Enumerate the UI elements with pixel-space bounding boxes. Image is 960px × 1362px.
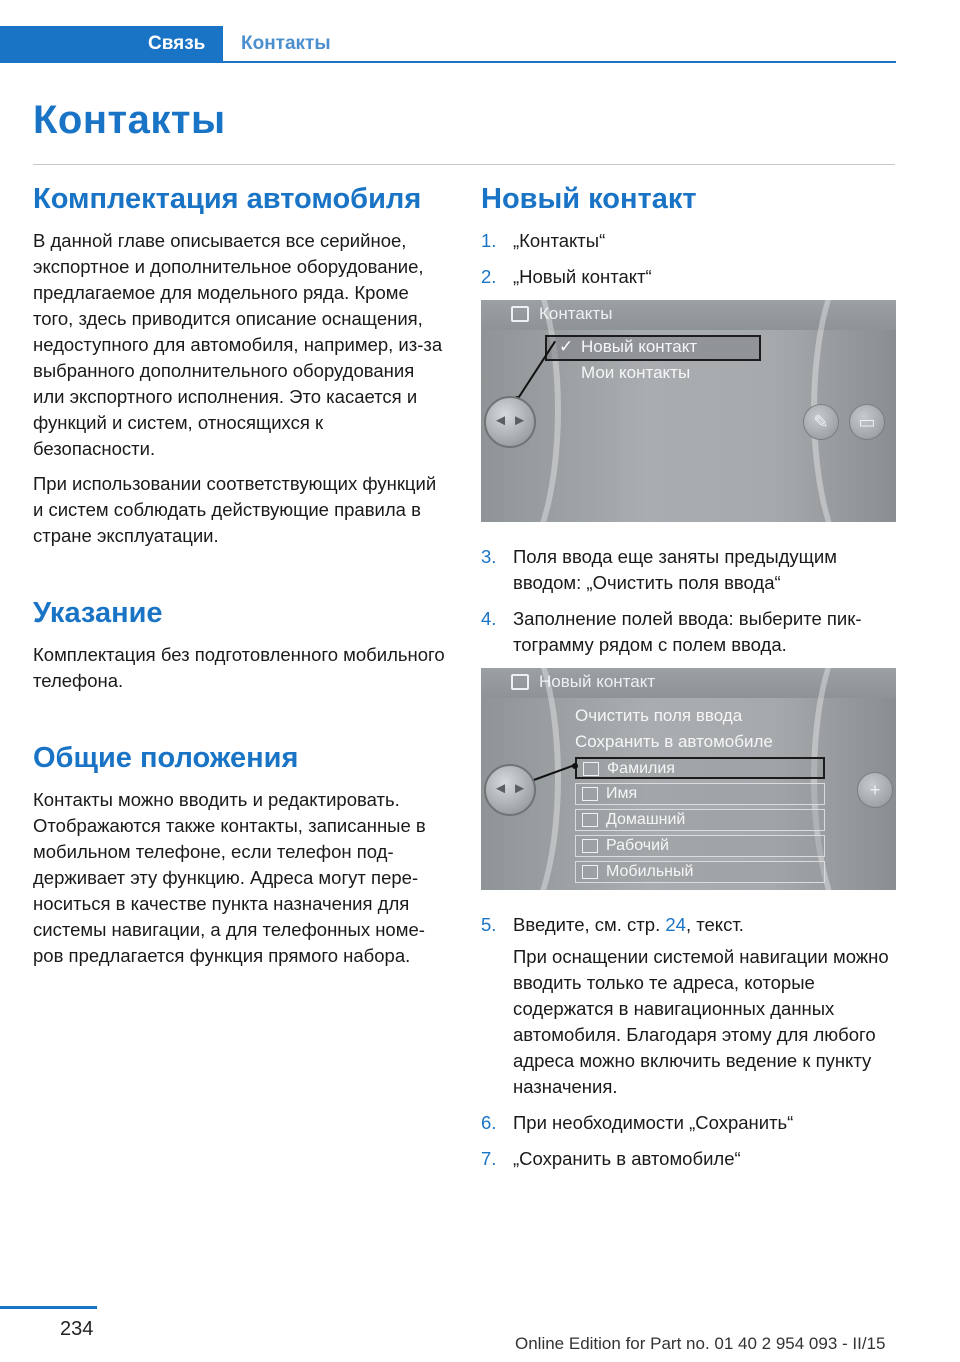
- field-work: Рабочий: [575, 835, 825, 857]
- menu-item-clear: Очистить поля ввода: [575, 706, 743, 725]
- steps-list-a: [481, 228, 896, 290]
- edit-field-icon: [582, 839, 598, 853]
- title-divider: [33, 164, 895, 165]
- field-home: Домашний: [575, 809, 825, 831]
- paragraph-rules: При использовании соответствующих функций и систем соблюдать действующие правила в стране эксплуатации.: [33, 473, 437, 546]
- heading-note: Указание: [33, 597, 163, 629]
- step-subtext: При оснащении системой навигации можно вводить только те адреса, которые содержатся в навигационных данных автомобиля. Благодаря этому для любого адреса можно включить ведение к пункту назначения.: [513, 946, 889, 1097]
- screen-title: Контакты: [539, 304, 613, 323]
- step-text: Заполнение полей ввода: выберите пиктограмму рядом с полем ввода.: [513, 608, 862, 655]
- step-text: При необходимости „Сохранить“: [513, 1112, 794, 1133]
- card-icon: ▭: [849, 404, 885, 440]
- step-number: 7.: [481, 1148, 497, 1169]
- step-number: 5.: [481, 914, 497, 935]
- screenshot-new-contact: [481, 668, 896, 890]
- page-tab: Контакты: [241, 33, 331, 54]
- step-text: Поля ввода еще заняты предыдущим вводом: „Очистить поля ввода“: [513, 546, 837, 593]
- running-header: [0, 26, 896, 62]
- heading-equipment: Комплектация автомобиля: [33, 183, 422, 215]
- heading-general: Общие положения: [33, 742, 299, 774]
- menu-item-my-contacts: Мои контакты: [581, 363, 691, 382]
- menu-item-save-vehicle: Сохранить в автомобиле: [575, 732, 773, 751]
- step-item: [481, 1110, 896, 1136]
- field-mobile: Мобильный: [575, 861, 825, 883]
- plus-icon: +: [857, 772, 893, 808]
- edit-field-icon: [582, 865, 598, 879]
- left-column: [33, 180, 445, 978]
- paragraph-equipment: В данной главе описывается все серийное, экспортное и дополнительное оборудование, предлагаемое для модельного ряда. Кроме того, здесь приводится описание оснащения, недоступного для автомобиля, например, из-за выбранного дополнительного оборудования или экспортного исполнения. Это касается и функций и систем, относящихся к безопасности.: [33, 230, 443, 459]
- notes-icon: ✎: [803, 404, 839, 440]
- page-link[interactable]: 24: [665, 914, 686, 935]
- step-text: „Контакты“: [513, 230, 606, 251]
- step-number: 6.: [481, 1112, 497, 1133]
- edit-field-icon: [582, 787, 598, 801]
- check-icon: ✓: [559, 337, 574, 356]
- step-item: [481, 606, 896, 658]
- steps-list-c: [481, 912, 896, 1172]
- step-item: [481, 544, 896, 596]
- step-item: [481, 912, 896, 1100]
- step-item: [481, 264, 896, 290]
- heading-new-contact: Новый контакт: [481, 183, 697, 215]
- controller-knob-icon: ◄ ►: [484, 396, 536, 448]
- footer-rule: [0, 1306, 97, 1309]
- step-number: 2.: [481, 266, 497, 287]
- step-text: „Сохранить в автомобиле“: [513, 1148, 741, 1169]
- menu-item-new-contact: Новый контакт: [581, 337, 698, 356]
- edit-field-icon: [583, 762, 599, 776]
- screen-title: Новый контакт: [539, 672, 656, 691]
- step-item: [481, 1146, 896, 1172]
- step-number: 4.: [481, 608, 497, 629]
- header-rule: [0, 61, 896, 63]
- page-number: 234: [60, 1318, 94, 1340]
- controller-knob-icon: ◄ ►: [484, 764, 536, 816]
- paragraph-note: Комплектация без подготовленного мобильного телефона.: [33, 644, 445, 691]
- page-title: Контакты: [33, 98, 226, 142]
- edition-text: Online Edition for Part no. 01 40 2 954 093 - II/15: [515, 1334, 886, 1353]
- step-text: , текст.: [685, 914, 744, 935]
- step-text: Введите, см. стр.: [513, 914, 666, 935]
- section-tab: Связь: [0, 26, 223, 63]
- field-last-name: Фамилия: [575, 757, 825, 779]
- field-first-name: Имя: [575, 783, 825, 805]
- step-number: 3.: [481, 546, 497, 567]
- right-column: [481, 180, 896, 1182]
- step-text: „Новый контакт“: [513, 266, 652, 287]
- step-item: [481, 228, 896, 254]
- step-number: 1.: [481, 230, 497, 251]
- steps-list-b: [481, 544, 896, 658]
- paragraph-general: Контакты можно вводить и редактировать. Отображаются также контакты, записанные в мобильном телефоне, если телефон поддерживает эту функцию. Адреса могут переноситься в качестве пункта назначения для системы навигации, а для телефонных номеров предлагается функция прямого набора.: [33, 789, 426, 966]
- edit-field-icon: [582, 813, 598, 827]
- screenshot-contacts-menu: [481, 300, 896, 522]
